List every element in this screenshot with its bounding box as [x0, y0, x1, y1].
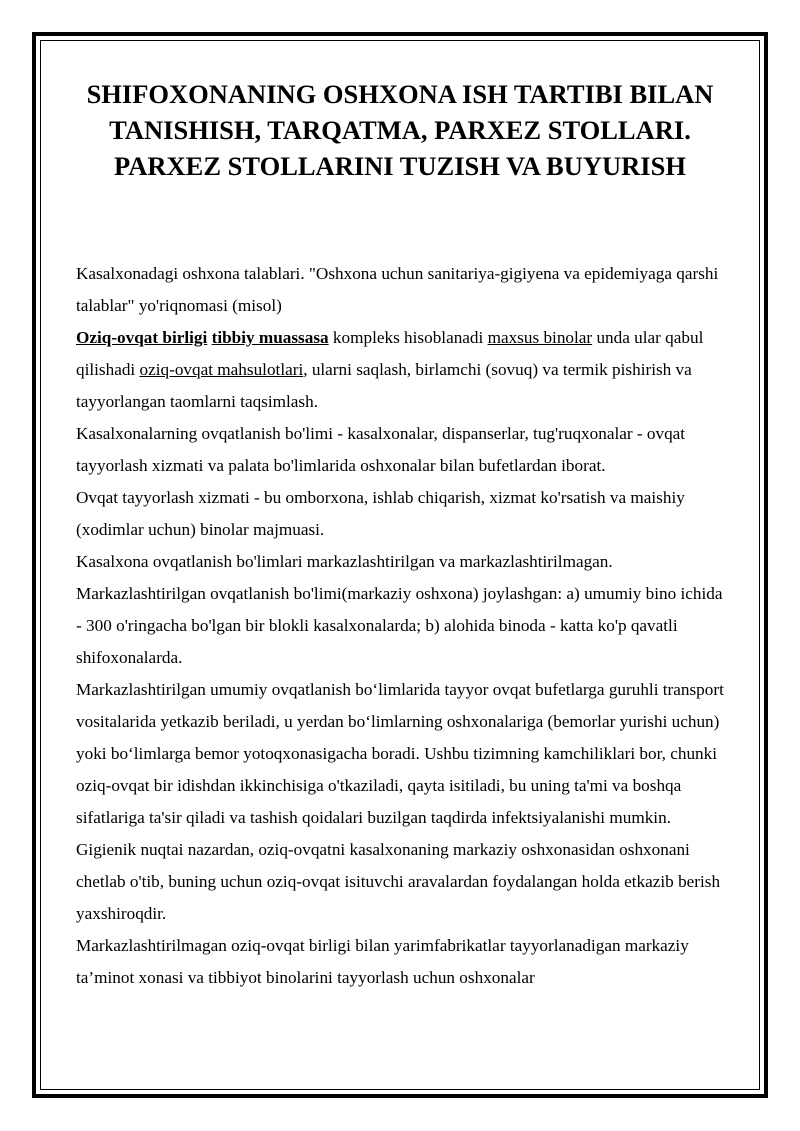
link-tibbiy-muassasa[interactable]: tibbiy muassasa [211, 328, 329, 347]
paragraph-text: kompleks hisoblanadi [328, 328, 488, 347]
paragraph-decentralized: Markazlashtirilmagan oziq-ovqat birligi bilan yarimfabrikatlar tayyorlanadigan markaziy ta’minot xonasi va tibbiyot binolarini tayyorlash uchun oshxonalar [76, 936, 689, 987]
bold-lead-text[interactable]: Oziq-ovqat birligi [76, 328, 208, 347]
paragraph-centralized-types: Kasalxona ovqatlanish bo'limlari markazlashtirilgan va markazlashtirilmagan. [76, 552, 613, 571]
paragraph-intro: Kasalxonadagi oshxona talablari. "Oshxona uchun sanitariya-gigiyena va epidemiyaga qarshi talablar" yo'riqnomasi (misol) [76, 264, 719, 315]
paragraph-nutrition-department: Kasalxonalarning ovqatlanish bo'limi - kasalxonalar, dispanserlar, tug'ruqxonalar - ovqat tayyorlash xizmati va palata bo'limlarida oshxonalar bilan bufetlardan iborat. [76, 424, 686, 475]
paragraph-delivery: Markazlashtirilgan umumiy ovqatlanish bo‘limlarida tayyor ovqat bufetlarga guruhli transport vositalarida yetkazib beriladi, u yerdan bo‘limlarning oshxonalariga (bemorlar yurishi uchun) yoki bo‘limlarga bemor yotoqxonasigacha boradi. Ushbu tizimning kamchiliklari bor, chunki oziq-ovqat bir idishdan ikkinchisiga o'tkaziladi, qayta isitiladi, bu uning ta'mi va boshqa sifatlariga ta'sir qiladi va tashish qoidalari buzilgan taqdirda infektsiyalanishi mumkin. Gigienik nuqtai nazardan, oziq-ovqatni kasalxonaning markaziy oshxonasidan oshxonani chetlab o'tib, buning uchun oziq-ovqat isituvchi aravalardan foydalangan holda etkazib berish yaxshiroqdir. [76, 680, 724, 923]
paragraph-central-kitchen: Markazlashtirilgan ovqatlanish bo'limi(markaziy oshxona) joylashgan: a) umumiy bino ichida - 300 o'ringacha bo'lgan bir blokli kasalxonalarda; b) alohida binoda - katta ko'p qavatli shifoxonalarda. [76, 584, 723, 667]
paragraph-food-unit [76, 322, 728, 418]
document-title: SHIFOXONANING OSHXONA ISH TARTIBI BILAN TANISHISH, TARQATMA, PARXEZ STOLLARI. PARXEZ STOLLARINI TUZISH VA BUYURISH [86, 79, 714, 181]
paragraph-text: unda ular qabul qilishadi [76, 328, 704, 379]
link-maxsus-binolar[interactable]: maxsus binolar [487, 328, 593, 347]
paragraph-text: , ularni saqlash, birlamchi (sovuq) va termik pishirish va tayyorlangan taomlarni taqsimlash. [76, 360, 692, 411]
paragraph-catering-service: Ovqat tayyorlash xizmati - bu omborxona, ishlab chiqarish, xizmat ko'rsatish va maishiy (xodimlar uchun) binolar majmuasi. [76, 488, 685, 539]
link-oziq-ovqat-mahsulotlari[interactable]: oziq-ovqat mahsulotlari [139, 360, 304, 379]
document-body [76, 258, 728, 994]
